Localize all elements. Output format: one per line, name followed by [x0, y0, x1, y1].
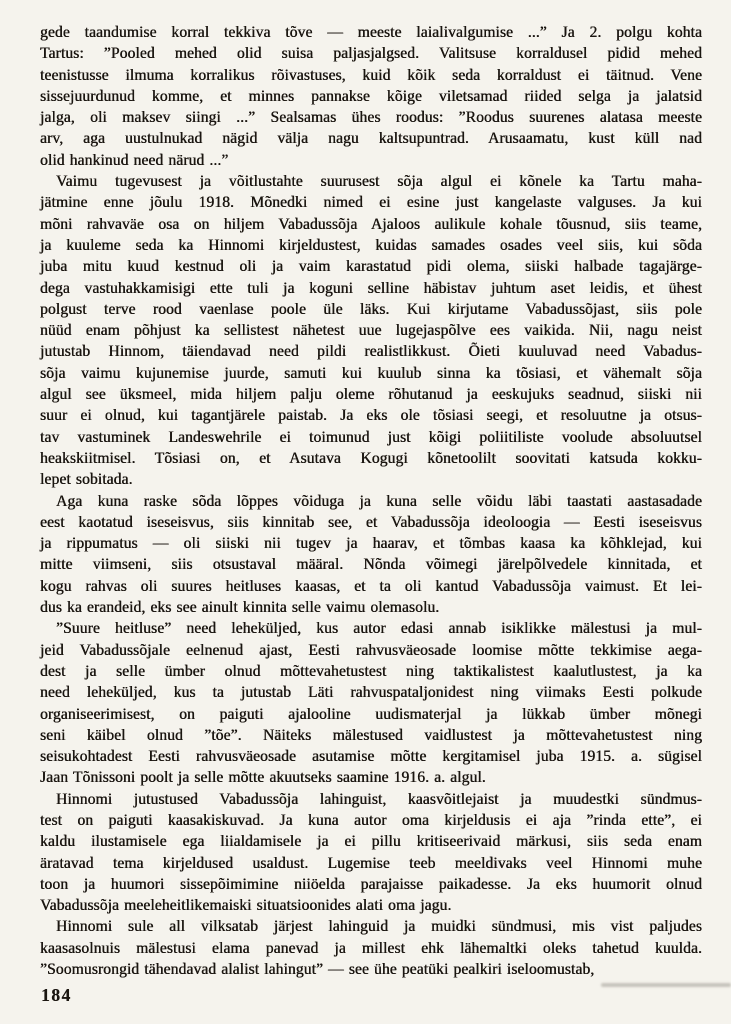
scan-artifact: [601, 983, 731, 987]
text-line: polgust terve rood vaenlase poole üle läks. Kui kirjutame Vabadussõjast, siis pole: [40, 300, 702, 318]
text-line: kaasasolnuis mälestusi elama panevad ja millest ehk lähemaltki oleks tahetud kuulda.: [40, 939, 702, 957]
text-line: dus ka erandeid, eks see ainult kinnita selle vaimu olemasolu.: [40, 599, 440, 617]
text-line: seni käibel olnud ”tõe”. Näiteks mälestused vaidlustest ja mõttevahetustest ning: [40, 726, 702, 744]
text-line: ”Suure heitluse” need leheküljed, kus autor edasi annab isiklikke mälestusi ja mul-: [56, 620, 702, 638]
paragraph: [40, 491, 702, 619]
text-line: Tartus: ”Pooled mehed olid suisa paljasjalgsed. Valitsuse korraldusel pidid mehed: [40, 45, 702, 63]
text-line: dega vastuhakkamisigi ette tuli ja koguni selline häbistav juhtum aset leidis, et ühest: [40, 279, 702, 297]
text-line: jalga, oli maksev siingi ...” Sealsamas ühes roodus: ”Roodus suurenes alatasa meeste: [40, 109, 702, 127]
text-line: kogu rahvas oli suures heitluses kaasas, et ta oli kantud Vabadussõja vaimust. Et lei-: [40, 577, 702, 595]
text-line: heakskiitmisel. Tõsiasi on, et Asutava Kogugi kõnetoolilt soovitati katsuda kokku-: [40, 449, 702, 467]
text-line: seisukohtadest Eesti rahvusväeosade asutamise mõtte kergitamisel juba 1915. a. sügisel: [40, 748, 702, 766]
text-line: Vabadussõja meeleheitlikemaiski situatsioonides alati oma jagu.: [40, 897, 452, 915]
paragraph: [40, 22, 702, 171]
text-line: Aga kuna raske sõda lõppes võiduga ja kuna selle võidu läbi taastati aastasadade: [56, 492, 702, 510]
paragraph: [40, 171, 702, 490]
text-line: kaldu ilustamisele ega liialdamisele ja ei pillu kritiseerivaid märkusi, siis seda enam: [40, 833, 702, 851]
text-line: algul see üksmeel, mida hiljem palju oleme rõhutanud ja eeskujuks seadnud, siiski nii: [40, 386, 702, 404]
text-line: suur ei olnud, kui tagantjärele paistab. Ja eks ole tõsiasi seegi, et resoluutne ja otsus-: [40, 407, 702, 425]
page-number: 184: [41, 985, 72, 1005]
text-line: ja kuuleme seda ka Hinnomi kirjeldustest, kuidas samades osades veel siis, kui sõda: [40, 236, 702, 254]
text-line: toon ja huumori sissepõimimine niiöelda parajaisse paikadesse. Ja eks huumorit olnud: [40, 875, 702, 893]
text-line: jeid Vabadussõjale eelnenud ajast, Eesti rahvusväeosade loomise mõtte tekkimise aega-: [40, 641, 702, 659]
text-line: jätmine enne jõulu 1918. Mõnedki nimed ei esine just kangelaste valguses. Ja kui: [40, 194, 702, 212]
text-line: Jaan Tõnissoni poolt ja selle mõtte akuutseks saamine 1916. a. algul.: [40, 769, 486, 787]
text-line: nüüd enam põhjust ka sellistest nähetest uue lugejaspõlve ees vaikida. Nii, nagu neist: [40, 322, 702, 340]
text-line: tav vastuminek Landeswehrile ei toimunud just kõigi poliitiliste voolude absoluutsel: [40, 428, 702, 446]
text-line: äratavad tema kirjeldused usaldust. Lugemise teeb meeldivaks veel Hinnomi muhe: [40, 854, 702, 872]
text-line: lepet sobitada.: [40, 471, 133, 489]
text-line: Vaimu tugevusest ja võitlustahte suurusest sõja algul ei kõnele ka Tartu maha-: [56, 173, 702, 191]
text-line: jutustab Hinnom, täiendavad need pildi realistlikkust. Õieti kuuluvad need Vabadus-: [40, 343, 702, 361]
text-line: sõja vaimu kujunemise juurde, samuti kui kuulub sinna ka tõsiasi, et vähemalt sõja: [40, 364, 702, 382]
paragraph: [40, 618, 702, 788]
text-line: test on paiguti kaasakiskuvad. Ja kuna autor oma kirjeldusis ei aja ”rinda ette”, ei: [40, 811, 702, 829]
paragraph: [40, 916, 702, 980]
text-line: need leheküljed, kus ta jutustab Läti rahvuspataljonidest ning viimaks Eesti polkude: [40, 684, 702, 702]
text-line: ”Soomusrongid tähendavad alalist lahingut” — see ühe peatüki pealkiri iseloomustab,: [40, 961, 595, 979]
text-line: organiseerimisest, on paiguti ajalooline uudismaterjal ja lükkab ümber mõnegi: [40, 705, 702, 723]
text-line: juba mitu kuud kestnud oli ja vaim karastatud pidi olema, siiski halbade tagajärge-: [40, 258, 702, 276]
text-line: arv, aga uustulnukad nägid välja nagu kaltsupuntrad. Arusaamatu, kust küll nad: [40, 130, 702, 148]
text-line: mitte viimseni, siis otsustaval määral. Nõnda võimegi järelpõlvedele kinnitada, et: [40, 556, 702, 574]
text-line: mõni rahvaväe osa on hiljem Vabadussõja Ajaloos aulikule kohale tõusnud, siis teame,: [40, 215, 702, 233]
text-line: teenistusse ilmuma korralikus rõivastuses, kuid kõik seda korraldust ei täitnud. Vene: [40, 66, 702, 84]
text-line: Hinnomi jutustused Vabadussõja lahinguist, kaasvõitlejaist ja muudestki sündmus-: [56, 790, 702, 808]
text-line: gede taandumise korral tekkiva tõve — meeste laialivalgumise ...” Ja 2. polgu kohta: [40, 24, 702, 41]
text-line: ja rippumatus — oli siiski nii tugev ja haarav, et tõmbas kaasa ka kõhklejad, kui: [40, 535, 702, 553]
text-block: [40, 22, 702, 980]
text-line: sissejuurdunud komme, et minnes pannakse kõige viletsamad riided selga ja jalatsid: [40, 87, 702, 105]
text-line: dest ja selle ümber olnud mõttevahetustest ning taktikalistest kaalutlustest, ja ka: [40, 662, 702, 680]
text-line: eest kaotatud iseseisvus, siis kinnitab see, et Vabadussõja ideoloogia — Eesti iseseisvus: [40, 513, 702, 531]
text-line: olid hankinud need närud ...”: [40, 151, 229, 169]
paragraph: [40, 789, 702, 917]
text-line: Hinnomi sule all vilksatab järjest lahinguid ja muidki sündmusi, mis vist paljudes: [56, 918, 702, 936]
